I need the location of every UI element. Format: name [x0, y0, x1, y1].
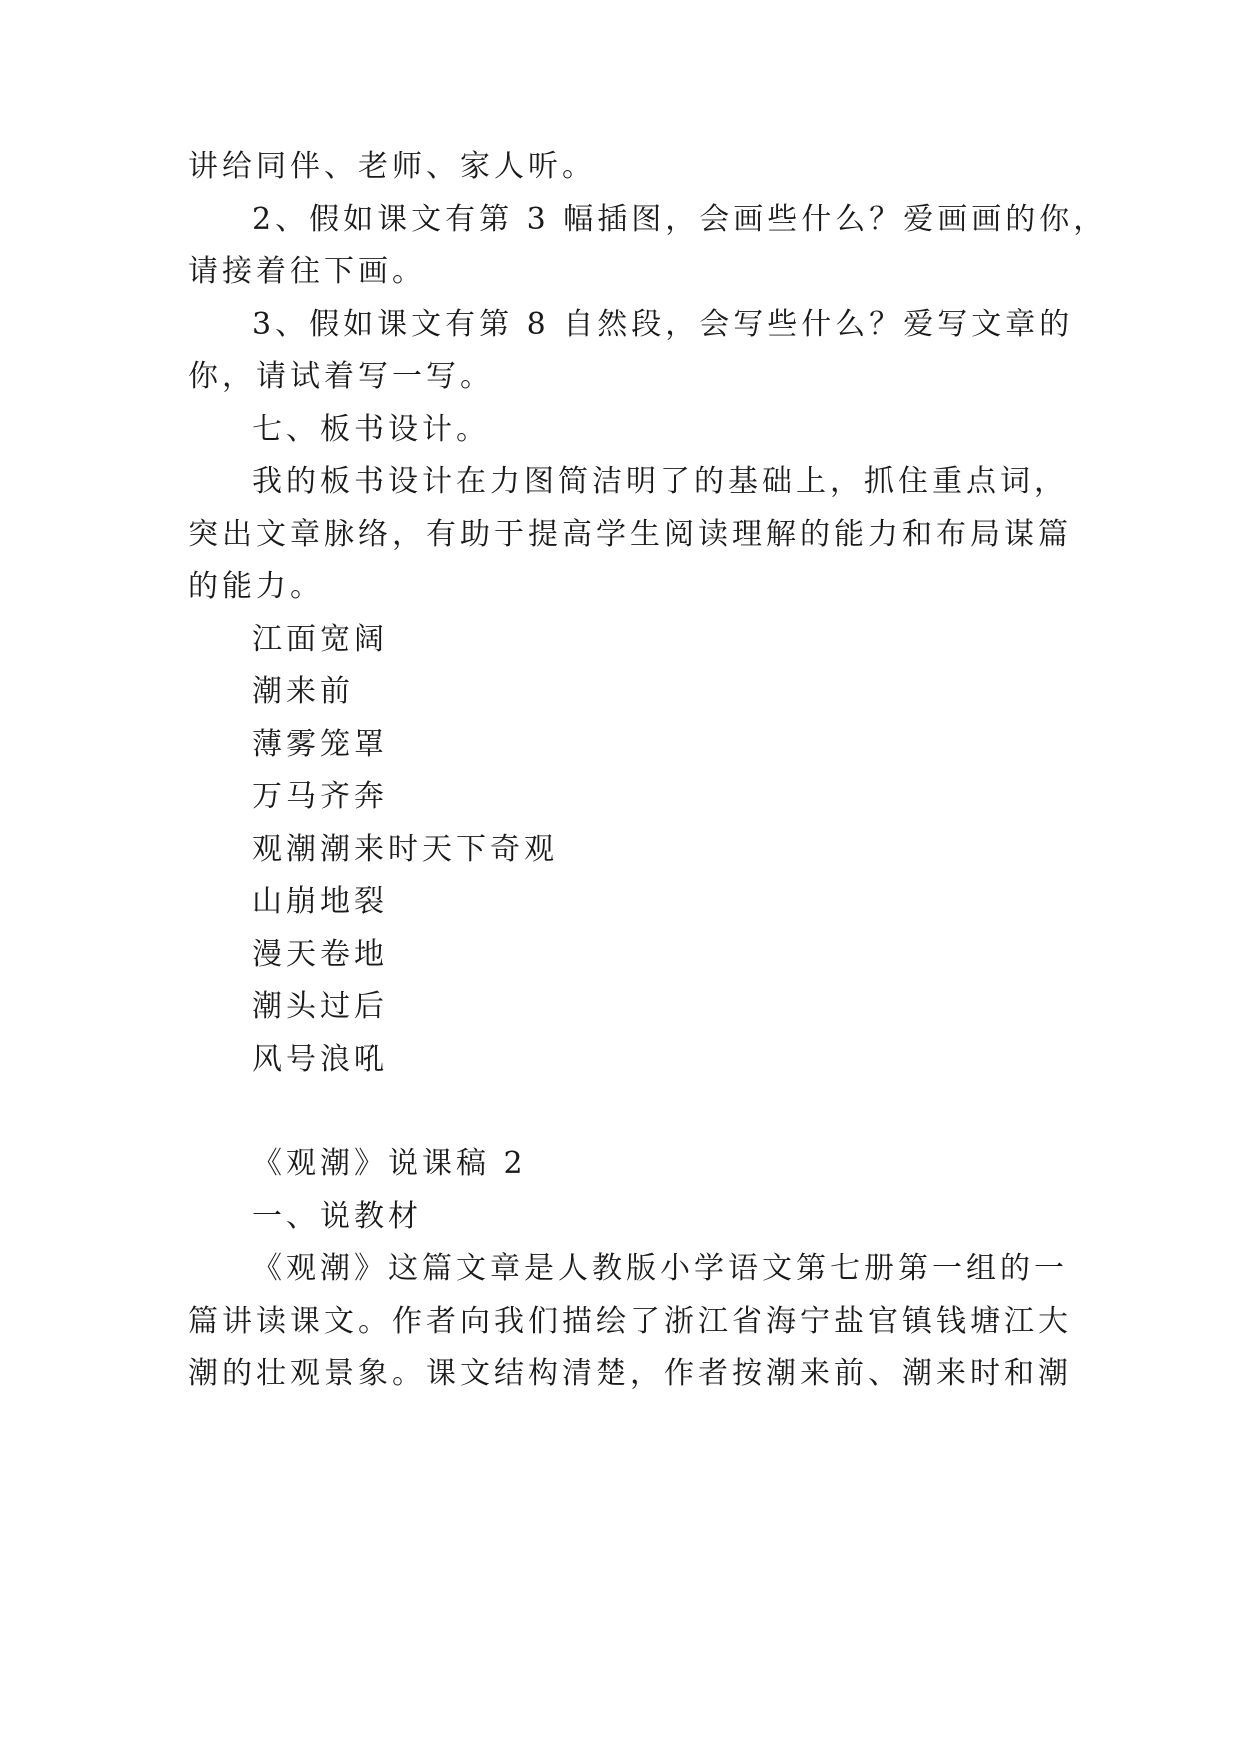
paragraph-line: 篇讲读课文。作者向我们描绘了浙江省海宁盐官镇钱塘江大: [188, 1304, 1072, 1339]
section-heading: 一、说教材: [252, 1199, 422, 1234]
paragraph-line: 突出文章脉络，有助于提高学生阅读理解的能力和布局谋篇: [188, 517, 1072, 552]
board-line: 薄雾笼罩: [252, 727, 388, 762]
paragraph-line: 请接着往下画。: [188, 254, 426, 289]
board-line: 风号浪吼: [252, 1042, 388, 1077]
board-line: 万马齐奔: [252, 779, 388, 814]
board-line: 潮头过后: [252, 989, 388, 1024]
board-line: 观潮潮来时天下奇观: [252, 832, 558, 867]
board-line: 潮来前: [252, 674, 354, 709]
paragraph-line: 潮的壮观景象。课文结构清楚，作者按潮来前、潮来时和潮: [188, 1356, 1072, 1391]
board-line: 江面宽阔: [252, 622, 388, 657]
paragraph-line: 讲给同伴、老师、家人听。: [188, 149, 596, 184]
board-line: 山崩地裂: [252, 884, 388, 919]
paragraph-line: 我的板书设计在力图简洁明了的基础上，抓住重点词，: [252, 464, 1068, 499]
paragraph-line: 的能力。: [188, 569, 324, 604]
section-heading: 七、板书设计。: [252, 412, 490, 447]
paragraph-line: 《观潮》这篇文章是人教版小学语文第七册第一组的一: [252, 1251, 1068, 1286]
paragraph-line: 2、假如课文有第 3 幅插图，会画些什么？爱画画的你，: [252, 202, 1108, 237]
paragraph-line: 你，请试着写一写。: [188, 359, 494, 394]
board-line: 漫天卷地: [252, 937, 388, 972]
document-title: 《观潮》说课稿 2: [252, 1146, 527, 1181]
paragraph-line: 3、假如课文有第 8 自然段，会写些什么？爱写文章的: [252, 307, 1074, 342]
